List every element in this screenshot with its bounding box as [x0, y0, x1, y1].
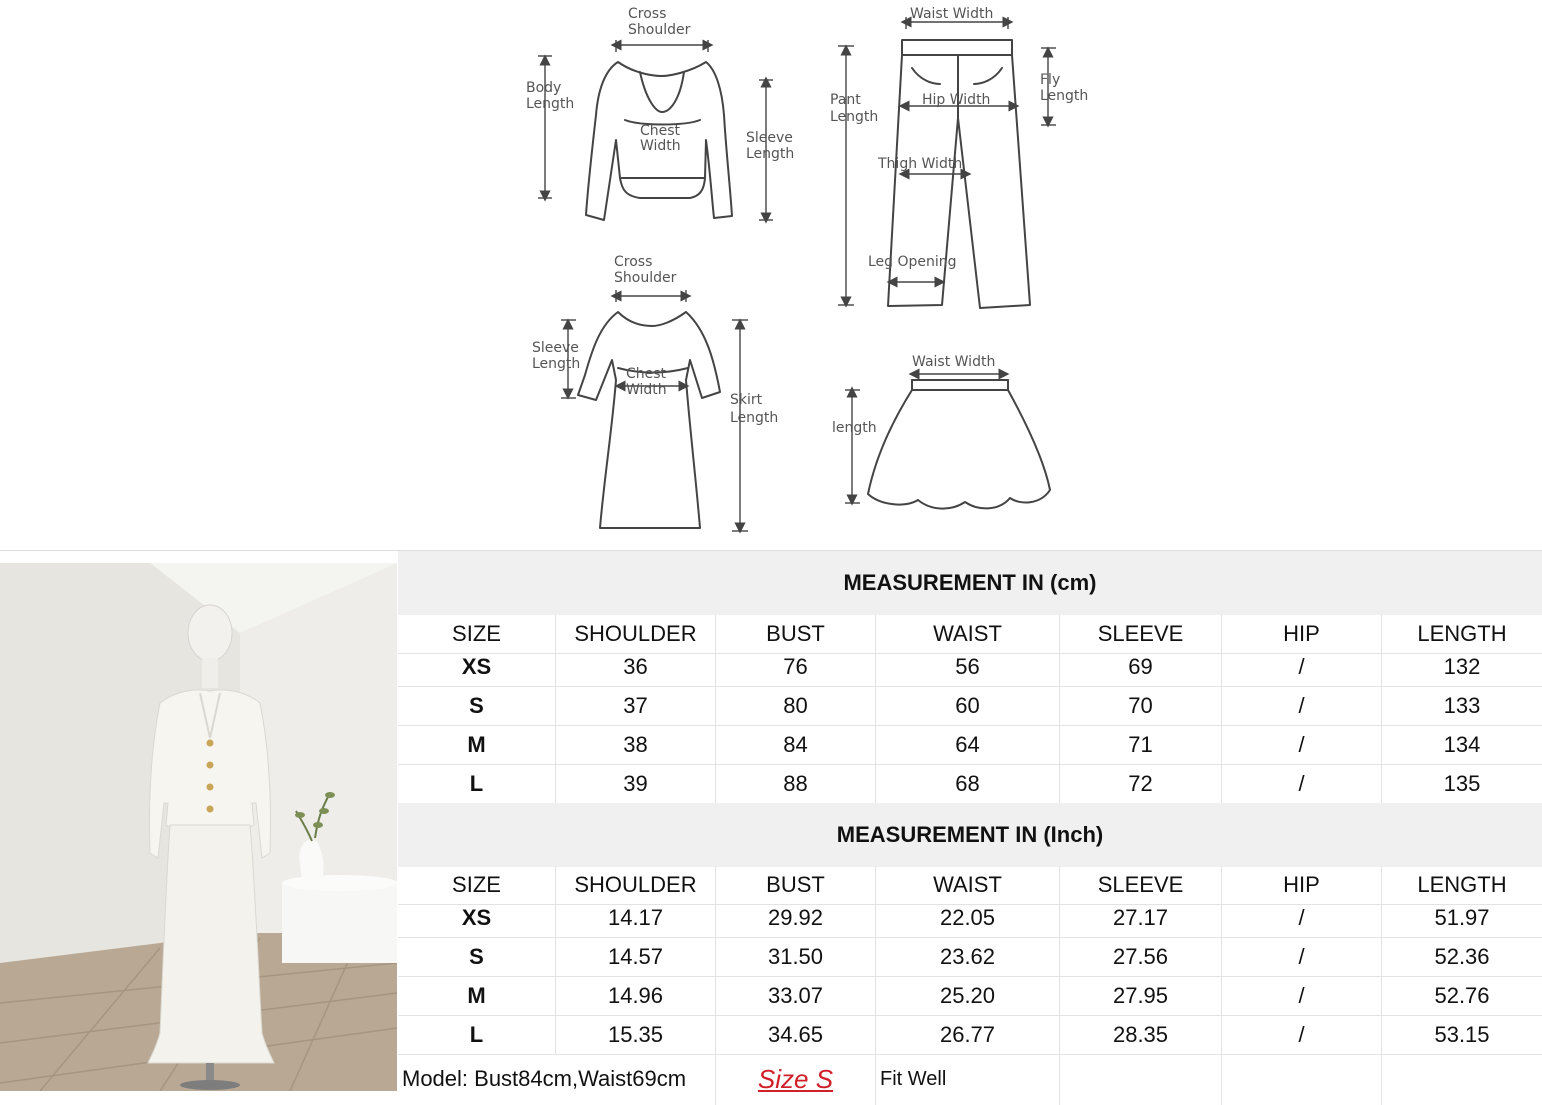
table-cell: /: [1222, 977, 1382, 1015]
table-row: [398, 1016, 1542, 1055]
table-cell: 37: [556, 687, 716, 725]
table-row: [398, 765, 1542, 804]
table-cell: 31.50: [716, 938, 876, 976]
table-cell: 134: [1443, 732, 1481, 757]
product-photo: [0, 563, 397, 1091]
label-skirt-waist-width: Waist Width: [912, 354, 996, 370]
label-top-body-length-2: Length: [526, 96, 575, 112]
table-cell: /: [1222, 899, 1382, 937]
pants-diagram: [830, 6, 1088, 308]
table-row: [398, 938, 1542, 977]
header-cell: WAIST: [876, 615, 1060, 653]
table-cell: 72: [1060, 765, 1222, 803]
label-top-body-length-1: Body: [526, 80, 562, 96]
label-pant-fly-length-1: Fly: [1040, 72, 1061, 88]
label-dress-chest-width-2: Width: [626, 382, 667, 398]
table-cell: 60: [876, 687, 1060, 725]
size-cell: M: [398, 977, 556, 1015]
label-dress-chest-width-1: Chest: [626, 366, 667, 382]
label-top-cross-shoulder-2: Shoulder: [628, 22, 691, 38]
inch-table-title: MEASUREMENT IN (Inch): [398, 803, 1542, 867]
empty-cell: [1222, 1053, 1382, 1105]
label-pant-fly-length-2: Length: [1040, 88, 1089, 104]
label-pant-length-1: Pant: [830, 92, 861, 108]
garment-diagrams-svg: [0, 0, 1542, 550]
size-cell: XS: [398, 648, 556, 686]
table-row: [398, 726, 1542, 765]
size-cell: S: [398, 938, 556, 976]
table-cell: /: [1222, 938, 1382, 976]
header-cell: SHOULDER: [556, 615, 716, 653]
size-cell: XS: [398, 899, 556, 937]
table-cell: 133: [1443, 693, 1481, 718]
fit-note: Fit Well: [876, 1053, 1060, 1105]
label-pant-hip-width: Hip Width: [922, 92, 991, 108]
table-cell: 22.05: [876, 899, 1060, 937]
header-cell: LENGTH: [1417, 621, 1507, 646]
table-cell: 26.77: [876, 1016, 1060, 1054]
dress-diagram: [532, 254, 778, 531]
table-row: [398, 977, 1542, 1016]
table-cell: 27.17: [1060, 899, 1222, 937]
empty-cell: [1382, 1053, 1542, 1105]
table-cell: 14.96: [556, 977, 716, 1015]
table-cell: 135: [1443, 771, 1481, 796]
table-cell: 52.36: [1434, 944, 1490, 969]
label-dress-sleeve-length-2: Length: [532, 356, 581, 372]
header-cell: SHOULDER: [556, 866, 716, 904]
mannequin-photo-svg: [0, 563, 397, 1091]
table-cell: 51.97: [1434, 905, 1490, 930]
table-cell: 14.57: [556, 938, 716, 976]
header-cell: WAIST: [876, 866, 1060, 904]
header-cell: BUST: [716, 615, 876, 653]
label-pant-length-2: Length: [830, 109, 879, 125]
table-row: [398, 648, 1542, 687]
table-cell: /: [1222, 765, 1382, 803]
table-cell: 76: [716, 648, 876, 686]
table-cell: 71: [1060, 726, 1222, 764]
table-cell: 68: [876, 765, 1060, 803]
model-size: Size S: [716, 1053, 876, 1105]
size-cell: L: [398, 765, 556, 803]
table-cell: 56: [876, 648, 1060, 686]
label-top-sleeve-length-2: Length: [746, 146, 795, 162]
table-cell: 25.20: [876, 977, 1060, 1015]
header-cell: SLEEVE: [1060, 615, 1222, 653]
table-cell: 39: [556, 765, 716, 803]
label-top-chest-width-1: Chest: [640, 123, 681, 139]
empty-cell: [1060, 1053, 1222, 1105]
table-cell: 29.92: [716, 899, 876, 937]
table-row: [398, 899, 1542, 938]
table-cell: 88: [716, 765, 876, 803]
label-pant-leg-opening: Leg Opening: [868, 254, 957, 270]
table-cell: 27.95: [1060, 977, 1222, 1015]
table-cell: 34.65: [716, 1016, 876, 1054]
table-cell: 33.07: [716, 977, 876, 1015]
sweater-diagram: [526, 6, 794, 220]
label-dress-skirt-length-2: Length: [730, 410, 779, 426]
table-cell: 28.35: [1060, 1016, 1222, 1054]
table-cell: /: [1222, 648, 1382, 686]
table-cell: 14.17: [556, 899, 716, 937]
label-dress-sleeve-length-1: Sleeve: [532, 340, 579, 356]
table-cell: 132: [1443, 654, 1481, 679]
table-cell: /: [1222, 726, 1382, 764]
label-dress-cross-shoulder-2: Shoulder: [614, 270, 677, 286]
measurement-diagrams: [0, 0, 1542, 551]
table-cell: 52.76: [1434, 983, 1490, 1008]
label-top-chest-width-2: Width: [640, 138, 681, 154]
table-cell: /: [1222, 1016, 1382, 1054]
cm-table-title: MEASUREMENT IN (cm): [398, 551, 1542, 615]
model-note-row: [398, 1053, 1542, 1105]
header-cell: SIZE: [398, 866, 556, 904]
label-top-cross-shoulder-1: Cross: [628, 6, 667, 22]
header-cell: SIZE: [398, 615, 556, 653]
table-cell: 64: [876, 726, 1060, 764]
skirt-diagram: [832, 354, 1050, 509]
header-cell: HIP: [1222, 615, 1382, 653]
table-cell: 38: [556, 726, 716, 764]
table-cell: 70: [1060, 687, 1222, 725]
label-pant-waist-width: Waist Width: [910, 6, 994, 22]
size-chart: [398, 551, 1542, 1105]
table-cell: 69: [1060, 648, 1222, 686]
label-pant-thigh-width: Thigh Width: [878, 156, 963, 172]
label-top-sleeve-length-1: Sleeve: [746, 130, 793, 146]
header-cell: SLEEVE: [1060, 866, 1222, 904]
label-skirt-length: length: [832, 420, 877, 436]
size-cell: M: [398, 726, 556, 764]
table-cell: 23.62: [876, 938, 1060, 976]
table-cell: 15.35: [556, 1016, 716, 1054]
table-row: [398, 687, 1542, 726]
table-cell: 27.56: [1060, 938, 1222, 976]
label-dress-cross-shoulder-1: Cross: [614, 254, 653, 270]
header-cell: LENGTH: [1417, 872, 1507, 897]
size-cell: L: [398, 1016, 556, 1054]
header-cell: BUST: [716, 866, 876, 904]
header-cell: HIP: [1222, 866, 1382, 904]
size-cell: S: [398, 687, 556, 725]
table-cell: 53.15: [1434, 1022, 1490, 1047]
label-dress-skirt-length-1: Skirt: [730, 392, 763, 408]
table-cell: 84: [716, 726, 876, 764]
table-cell: 80: [716, 687, 876, 725]
model-measurements: Model: Bust84cm,Waist69cm: [398, 1053, 716, 1105]
table-cell: 36: [556, 648, 716, 686]
table-cell: /: [1222, 687, 1382, 725]
